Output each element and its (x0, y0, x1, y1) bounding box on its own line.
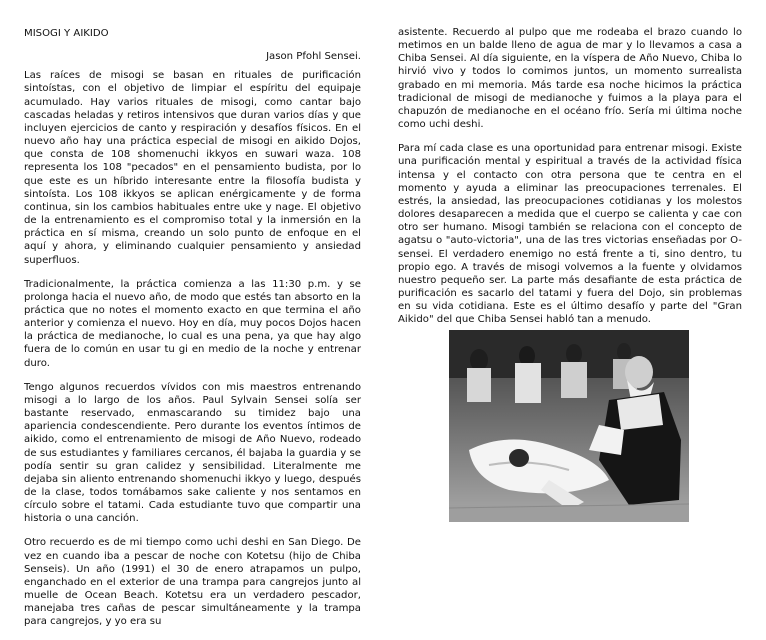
paragraph: Tengo algunos recuerdos vívidos con mis maestros entrenando misogi a lo largo de los años. Paul Sylvain Sensei solía ser bastante reservado, enmascarando su timidez bajo una apariencia condescendiente. Pero durante los eventos íntimos de aikido, como el entrenamiento de misogi de Año Nuevo, rodeado de sus estudiantes y familiares cercanos, él bajaba la guardia y se podía sentir su gran calidez y sensibilidad. Literalmente me dejaba sin aliento entrenando shomenuchi ikkyo y luego, después de la clase, todos tomábamos sake caliente y nos sentamos en círculo sobre el tatami. Cada estudiante tuvo que compartir una historia o una canción. (24, 381, 361, 525)
article-author: Jason Pfohl Sensei. (266, 51, 361, 63)
article-title: MISOGI Y AIKIDO (24, 28, 109, 39)
paragraph: Las raíces de misogi se basan en rituales de purificación sintoístas, con el objetivo de limpiar el espíritu del equipaje acumulado. Hay varios rituales de misogi, como cantar bajo cascadas heladas y retiros intensivos que duran varios días y que incluyen ejercicios de canto y respiración y desafíos físicos. En el nuevo año hay una práctica especial de misogi en aikido Dojos, que consta de 108 shomenuchi ikkyos en suwari waza. 108 representa los 108 "pecados" en el pensamiento budista, por lo que este es un híbrido interesante entre la filosofía budista y sintoísta. Los 108 ikkyos se aplican enérgicamente y de forma continua, sin los cambios habituales entre uke y nage. El objetivo de la entrenamiento es el compromiso total y la inmersión en la práctica en sí misma, creando un solo punto de enfoque en el aquí y ahora, y eliminando cualquier pensamiento y ansiedad superfluos. (24, 70, 361, 266)
left-column (24, 25, 361, 640)
paragraph: Otro recuerdo es de mi tiempo como uchi deshi en San Diego. De vez en cuando iba a pescar de noche con Kotetsu (hijo de Chiba Senseis). Un año (1991) el 30 de enero atrapamos un pulpo, enganchado en el exterior de una trampa para cangrejos junto al muelle de Ocean Beach. Kotetsu era un verdadero pescador, manejaba tres cañas de pescar simultáneamente y la trampa para cangrejos, y yo era su (24, 537, 361, 628)
paragraph: Para mí cada clase es una oportunidad para entrenar misogi. Existe una purificación mental y espiritual a través de la actividad física intensa y el contacto con otra persona que te centra en el momento y ayuda a eliminar las preocupaciones terrenales. El estrés, la ansiedad, las preocupaciones cotidianas y los molestos dolores desaparecen a medida que el cuerpo se calienta y cae con otro ser humano. Misogi también se relaciona con el concepto de agatsu o "auto-victoria", una de las tres victorias enseñadas por O-sensei. El verdadero enemigo no está frente a ti, sino dentro, tu propio ego. A través de misogi volvemos a la fuente y olvidamos nuestro pequeño ser. La parte más desafiante de esta práctica de purificación es sacarlo del tatami y fuera del Dojo, sin problemas en su vida cotidiana. Este es el último desafío y parte del "Gran Aikido" del que Chiba Sensei habló tan a menudo. (398, 143, 742, 326)
aikido-photo-graphic (449, 330, 689, 522)
paragraph: asistente. Recuerdo al pulpo que me rodeaba el brazo cuando lo metimos en un balde lleno de agua de mar y lo llevamos a casa a Chiba Sensei. Al día siguiente, en la víspera de Año Nuevo, Chiba lo hirvió vivo y todos lo comimos juntos, un momento surrealista grabado en mi memoria. Más tarde esa noche hicimos la práctica tradicional de misogi de medianoche y fuimos a la playa para el chapuzón de medianoche en el océano frío. Sería mi última noche como uchi deshi. (398, 27, 742, 131)
right-column (398, 26, 742, 337)
paragraph: Tradicionalmente, la práctica comienza a las 11:30 p.m. y se prolonga hacia el nuevo año, de modo que estés tan absorto en la práctica que no notes el momento exacto en que termina el año anterior y comienza el nuevo. Hoy en día, muy pocos Dojos hacen la práctica de medianoche, lo cual es una pena, ya que hay algo fuera de lo común en usar tu gi en medio de la noche y entrenar duro. (24, 278, 361, 369)
aikido-photo (449, 330, 689, 522)
